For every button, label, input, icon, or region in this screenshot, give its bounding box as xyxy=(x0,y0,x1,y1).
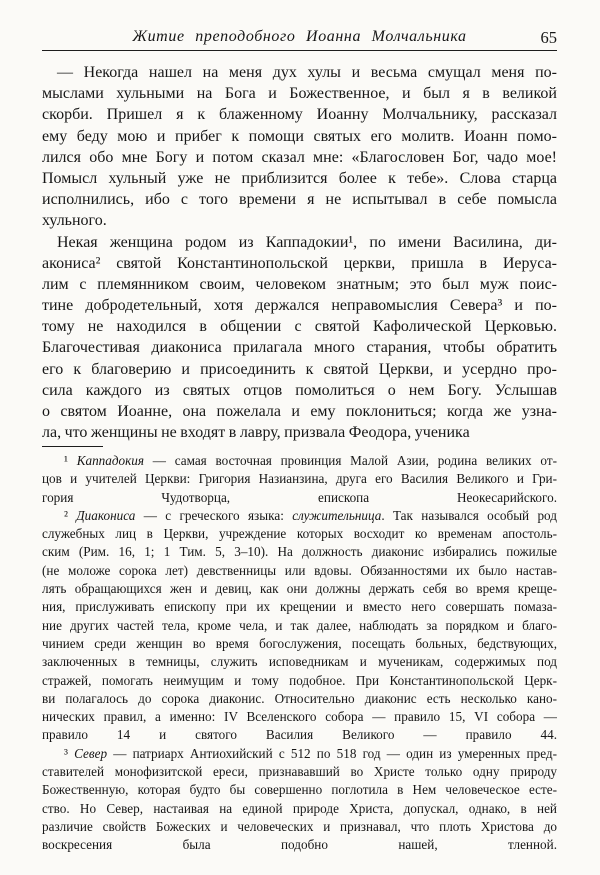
text-line: акониса² святой Константинопольской церкви, пришла в Иеруса- xyxy=(42,254,557,272)
footnote-line: воскресения была подобно нашей, тленной. xyxy=(42,837,557,853)
footnote xyxy=(42,745,557,855)
footnote xyxy=(42,452,557,507)
text-line: тине добродетельный, хотя держался неправомыслия Севера³ и по- xyxy=(42,297,557,315)
footnote-line: ви полагалось до сорока диаконис. Относительно диаконис есть несколько кано- xyxy=(42,690,557,706)
footnote-line: различие свойств Божеских и человеческих и признавал, что плоть Христова до xyxy=(42,818,557,834)
text-line: тому не находился в общении с святой Кафолической Церковью. xyxy=(42,318,557,336)
footnote-line: гория Чудотворца, епископа Неокесарийского. xyxy=(42,489,557,505)
footnote-line: (не моложе сорока лет) девственницы или вдовы. Обязанностями их было настав- xyxy=(42,562,557,578)
text-line: Некая женщина родом из Каппадокии¹, по имени Василина, ди- xyxy=(57,233,557,251)
footnote-line: стражей, помогать неимущим и тому подобное. При Константинопольской Церк- xyxy=(42,672,557,688)
footnote-line: заключенных в темницы, служить исповедникам и мученикам, содержимых под xyxy=(42,654,557,670)
text-line: исполнились, ибо с того времени я не испытывал в себе помысла xyxy=(42,191,557,209)
text-line: Помысл хульный уже не приблизится более к тебе». Слова старца xyxy=(42,169,557,187)
footnote-line: ² Диакониса — с греческого языка: служительница. Так назывался особый род xyxy=(64,507,557,523)
footnote-line: ским (Рим. 16, 1; 1 Тим. 5, 3–10). На должность диаконис избирались пожилые xyxy=(42,544,557,560)
page-number: 65 xyxy=(540,28,557,47)
text-line: лим с племянником своим, человеком знатным; это был муж поис- xyxy=(42,275,557,293)
paragraph xyxy=(42,232,557,444)
running-title: Житие преподобного Иоанна Молчальника xyxy=(132,28,467,45)
text-line: о святом Иоанне, она пожелала и ему поклониться; когда же узна- xyxy=(42,403,557,420)
footnote-line: ³ Север — патриарх Антиохийский с 512 по 518 год — один из умеренных пред- xyxy=(64,745,557,761)
paragraph xyxy=(42,62,557,232)
main-text xyxy=(42,62,557,443)
footnote-line: ния, прислуживать епископу при их крещении и вместо него совершать помаза- xyxy=(42,599,557,615)
text-line: его к благоверию и присоединить к святой Церкви, и усердно про- xyxy=(42,360,557,378)
footnote-line: лять обращающихся жен и девиц, как они должны держать себя во время креще- xyxy=(42,581,557,597)
footnote-line: ние других частей тела, кроме чела, и так далее, наблюдать за порядком и благо- xyxy=(42,617,557,633)
footnote-line: правило 14 и святого Василия Великого — правило 44. xyxy=(42,727,557,743)
text-line: лился обо мне Богу и потом сказал мне: «Благословен Бог, чадо мое! xyxy=(42,148,557,166)
footnote-line: Божественную, которая будто бы совершенно поглотила в Нем человеческое есте- xyxy=(42,782,557,798)
footnote-line: ство. Но Север, настаивая на единой природе Христа, допускал, однако, в ней xyxy=(42,800,557,816)
text-line: мыслами хульными на Бога и Божественное, и был я в великой xyxy=(42,85,557,103)
footnote-separator xyxy=(42,446,103,447)
footnotes xyxy=(42,452,557,855)
footnote-line: ставителей монофизитской ереси, признававший во Христе только одну природу xyxy=(42,764,557,780)
text-line: скорби. Пришел я к блаженному Иоанну Молчальнику, рассказал xyxy=(42,106,557,124)
page-header xyxy=(42,28,557,50)
text-line: сила каждого из святых отцов помолиться о нем Богу. Услышав xyxy=(42,381,557,399)
footnote-line: нических правил, а именно: IV Вселенского собора — правило 15, VI собора — xyxy=(42,709,557,725)
text-line: ему беду мою и прибег к помощи святых его молитв. Иоанн помо- xyxy=(42,127,557,145)
text-line: — Некогда нашел на меня дух хулы и весьма смущал меня по- xyxy=(57,64,557,81)
text-line: Благочестивая диакониса прилагала много старания, чтобы обратить xyxy=(42,339,557,357)
footnote-line: чинием среди женщин во время богослужения, посещать больных, бедствующих, xyxy=(42,635,557,651)
text-line: ла, что женщины не входят в лавру, призвала Феодора, ученика xyxy=(42,424,470,442)
text-line: хульного. xyxy=(42,212,107,230)
footnote xyxy=(42,507,557,745)
header-rule xyxy=(42,50,557,51)
footnote-line: служебных лиц в Церкви, учреждение которых восходит ко временам апостоль- xyxy=(42,526,557,542)
footnote-line: ¹ Каппадокия — самая восточная провинция Малой Азии, родина великих от- xyxy=(64,453,557,468)
footnote-line: цов и учителей Церкви: Григория Назианзина, друга его Василия Великого и Гри- xyxy=(42,471,557,487)
